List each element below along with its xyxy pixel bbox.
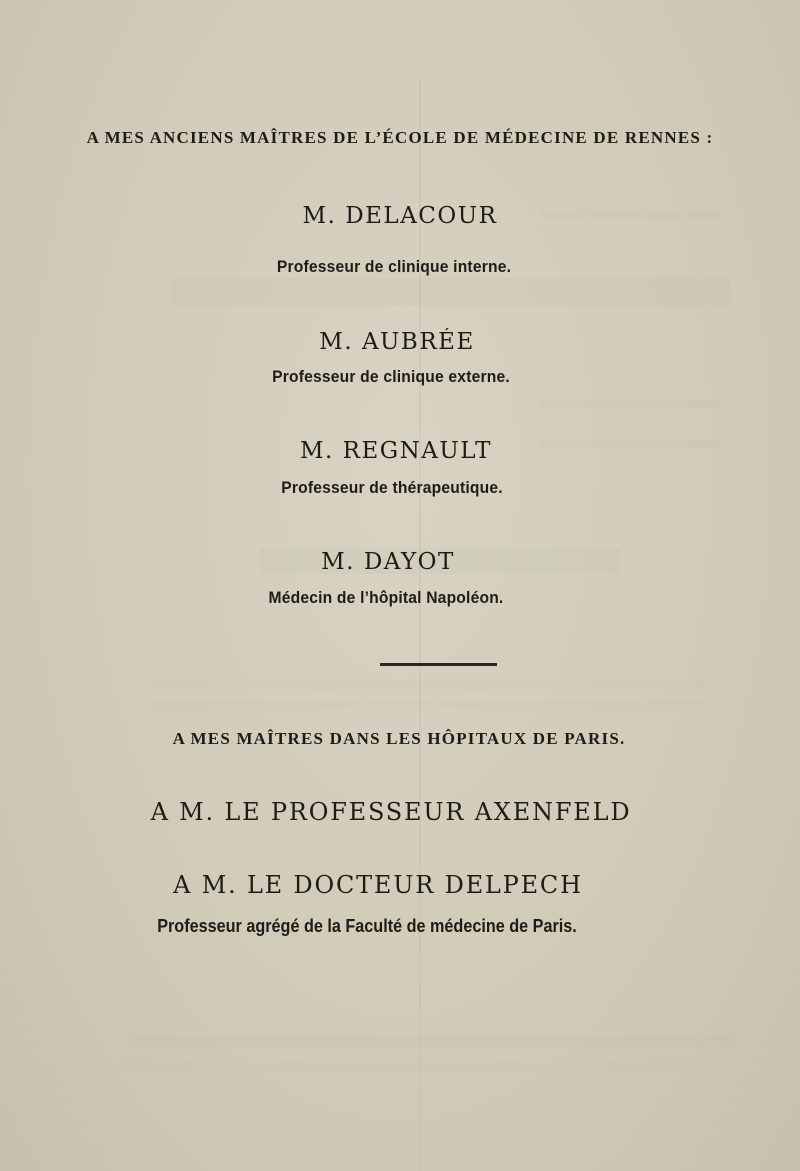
rennes-heading: A MES ANCIENS MAÎTRES DE L’ÉCOLE DE MÉDECINE DE RENNES : [86,128,714,147]
dayot-name: M. DAYOT [321,549,455,575]
paris-heading: A MES MAÎTRES DANS LES HÔPITAUX DE PARIS. [172,729,626,748]
delpech-title: Professeur agrégé de la Faculté de médecine de Paris. [157,916,577,936]
regnault-name: M. REGNAULT [299,438,492,464]
regnault-title: Professeur de thérapeutique. [281,478,503,497]
aubree-title: Professeur de clinique externe. [272,367,510,386]
axenfeld-dedication: A M. LE PROFESSEUR AXENFELD [150,798,632,826]
separator-rule [380,663,497,666]
aubree-name: M. AUBRÉE [319,329,475,355]
delacour-title: Professeur de clinique interne. [276,257,512,276]
delpech-dedication: A M. LE DOCTEUR DELPECH [173,871,583,899]
dayot-title: Médecin de l’hôpital Napoléon. [268,588,504,607]
delacour-name: M. DELACOUR [302,203,498,229]
